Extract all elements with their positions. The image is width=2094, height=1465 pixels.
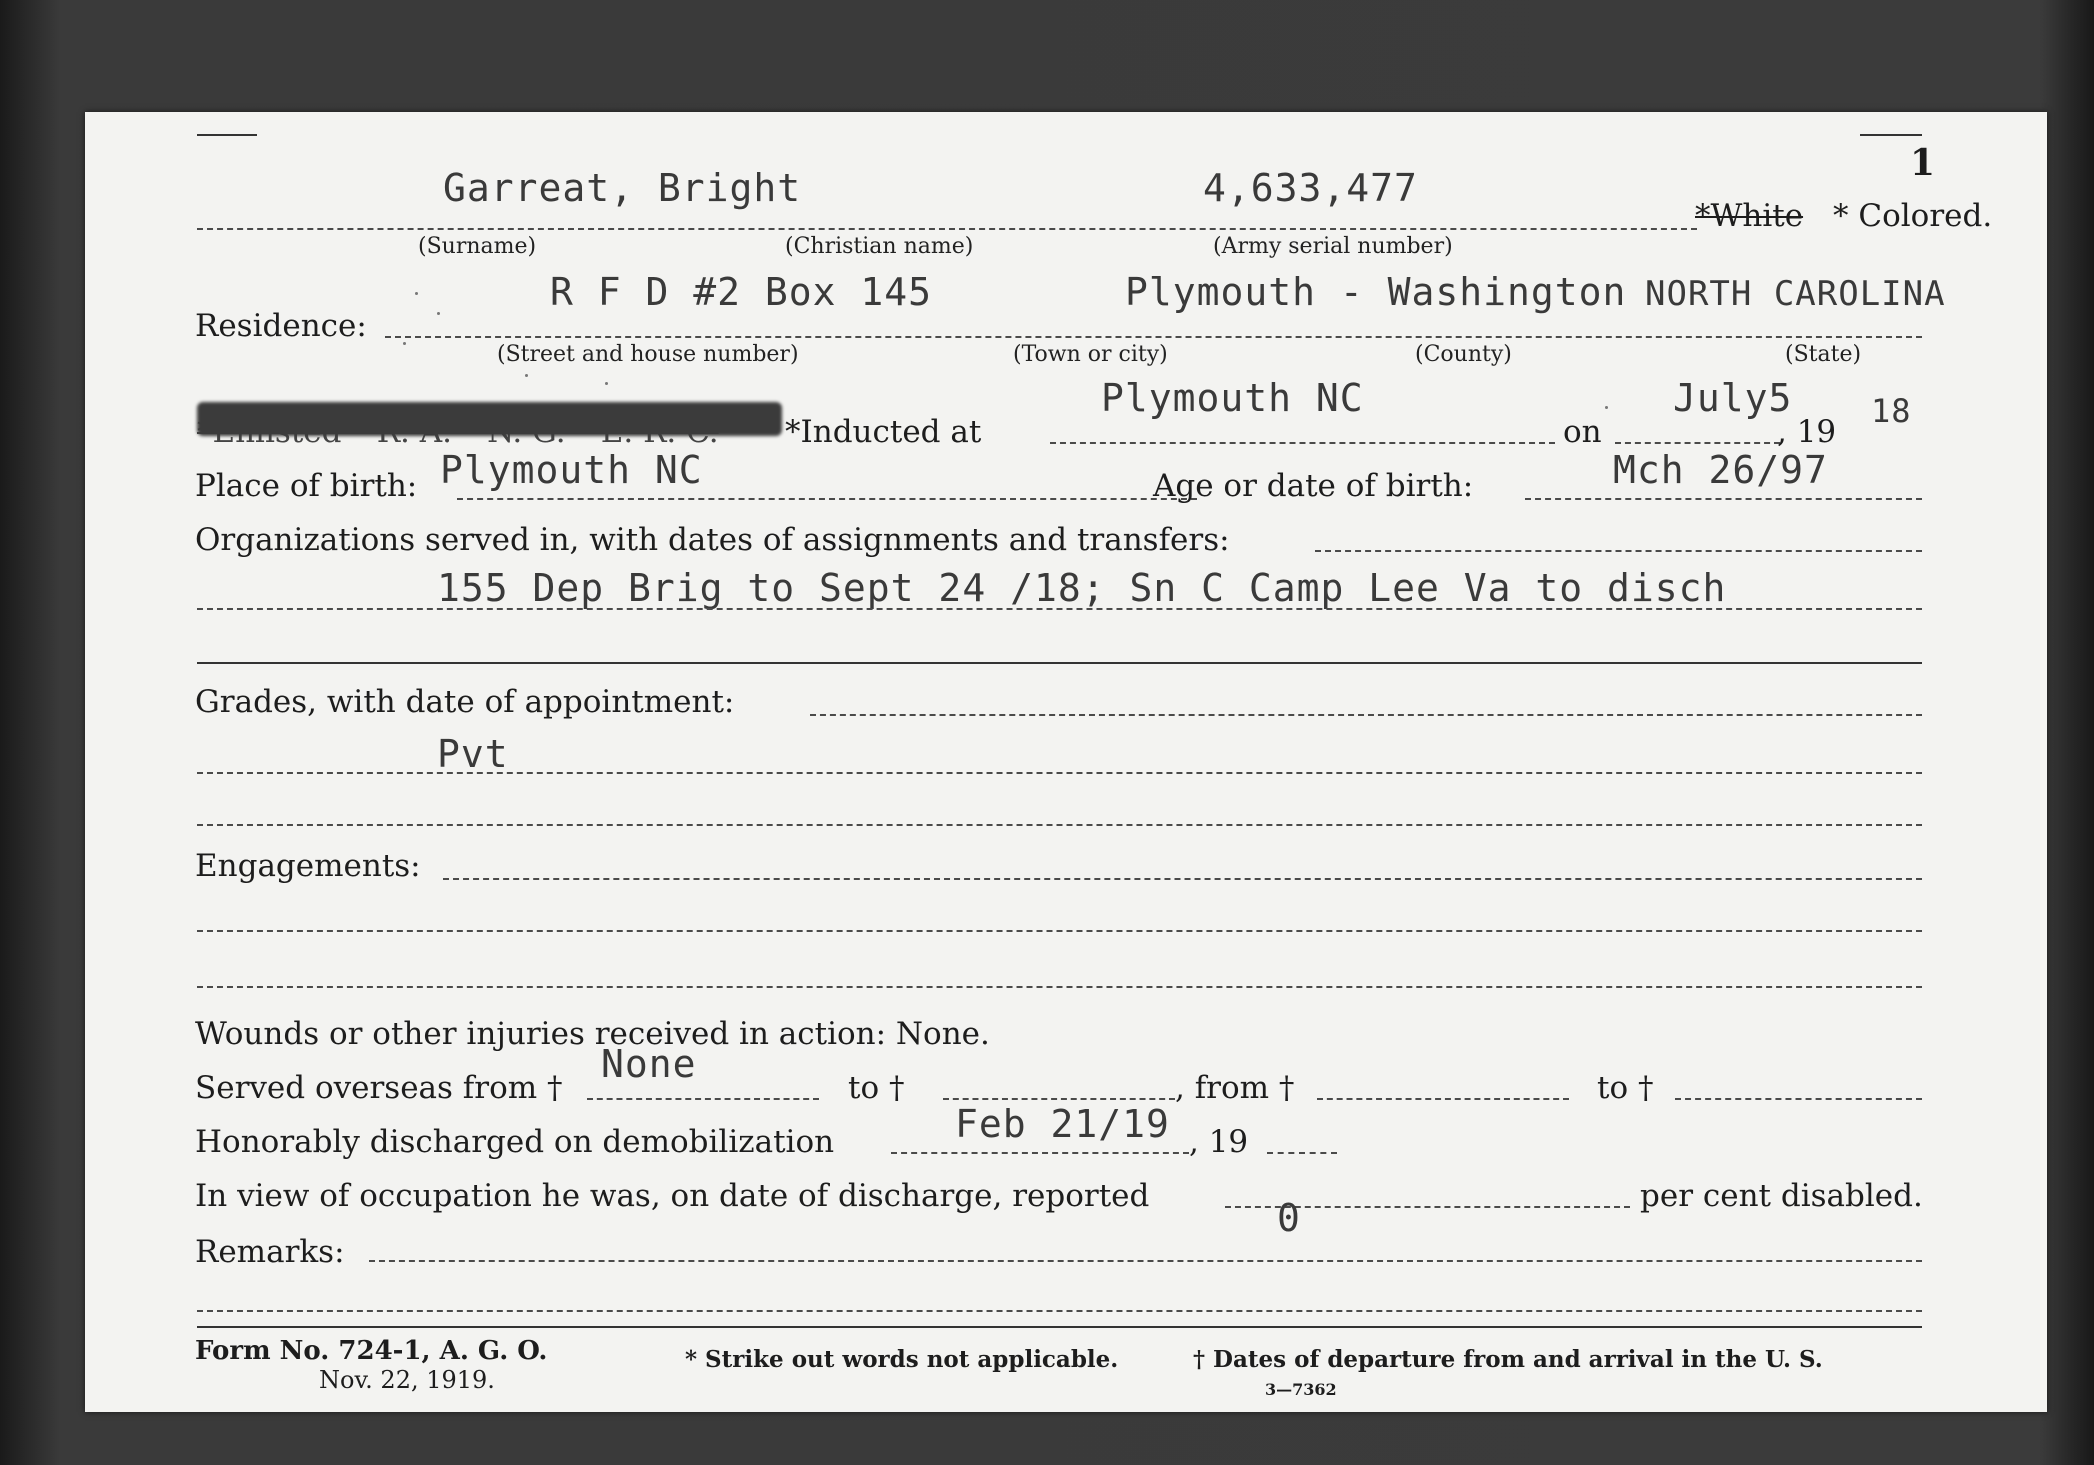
- overseas-from-line: [587, 1098, 819, 1100]
- caption-county: (County): [1415, 342, 1512, 367]
- remarks-label: Remarks:: [195, 1234, 345, 1270]
- top-left-rule: [197, 134, 257, 136]
- caption-surname: (Surname): [418, 234, 537, 259]
- overseas-from2-label: , from †: [1175, 1070, 1295, 1106]
- discharge-line: [891, 1152, 1189, 1154]
- dates-note: † Dates of departure from and arrival in the U. S.: [1193, 1346, 1823, 1373]
- overseas-to-label: to †: [848, 1070, 905, 1106]
- birth-place-line: [457, 498, 1197, 500]
- grades-line-2: [197, 824, 1922, 826]
- grades-line-0: [810, 714, 1922, 716]
- inducted-year-prefix: , 19: [1777, 414, 1837, 450]
- organizations-value-1: 155 Dep Brig to Sept 24 /18; Sn C Camp Lee Va to disch: [437, 566, 1727, 610]
- name-line: [197, 228, 1697, 230]
- grades-line-1: [197, 772, 1922, 774]
- race-colored: * Colored.: [1833, 198, 1993, 234]
- birth-date-value: Mch 26/97: [1613, 448, 1828, 492]
- inducted-year: 18: [1871, 392, 1912, 430]
- print-code: 3—7362: [1265, 1380, 1337, 1399]
- overseas-from-value: None: [601, 1042, 697, 1086]
- overseas-from2-line: [1317, 1098, 1569, 1100]
- overseas-to-line: [943, 1098, 1175, 1100]
- overseas-label: Served overseas from †: [195, 1070, 563, 1106]
- discharge-year-line: [1267, 1152, 1337, 1154]
- overseas-to2-label: to †: [1597, 1070, 1654, 1106]
- caption-christian: (Christian name): [785, 234, 974, 259]
- race-white: *White: [1695, 198, 1804, 234]
- organizations-line-0: [1315, 550, 1922, 552]
- top-right-rule: [1860, 134, 1922, 136]
- residence-town-county: Plymouth - Washington: [1125, 270, 1627, 314]
- discharge-label: Honorably discharged on demobilization: [195, 1124, 835, 1160]
- engagements-line-0: [443, 878, 1922, 880]
- grades-label: Grades, with date of appointment:: [195, 684, 735, 720]
- residence-label: Residence:: [195, 308, 367, 344]
- birth-date-label: Age or date of birth:: [1153, 468, 1474, 504]
- inducted-line: [1050, 442, 1555, 444]
- footer-rule: [197, 1326, 1922, 1328]
- residence-state: NORTH CAROLINA: [1645, 274, 1946, 314]
- birth-place-label: Place of birth:: [195, 468, 418, 504]
- remarks-line-1: [197, 1310, 1922, 1312]
- card-number: 1: [1910, 142, 1936, 184]
- birth-place-value: Plymouth NC: [440, 448, 703, 492]
- disability-label: In view of occupation he was, on date of discharge, reported: [195, 1178, 1150, 1214]
- caption-state: (State): [1785, 342, 1862, 367]
- form-date: Nov. 22, 1919.: [319, 1366, 495, 1394]
- caption-street: (Street and house number): [497, 342, 799, 367]
- caption-serial: (Army serial number): [1213, 234, 1453, 259]
- disability-value: 0: [1277, 1196, 1301, 1240]
- birth-date-line: [1525, 498, 1922, 500]
- caption-town: (Town or city): [1013, 342, 1168, 367]
- on-label: on: [1563, 414, 1602, 450]
- inducted-label: *Inducted at: [785, 414, 982, 450]
- strike-note: * Strike out words not applicable.: [685, 1346, 1119, 1373]
- overseas-to2-line: [1675, 1098, 1922, 1100]
- organizations-line-1: [197, 608, 1922, 610]
- organizations-line-2: [197, 662, 1922, 664]
- engagements-line-1: [197, 930, 1922, 932]
- form-number: Form No. 724-1, A. G. O.: [195, 1336, 548, 1366]
- inducted-date: July5: [1673, 376, 1793, 420]
- grades-value: Pvt: [437, 732, 509, 776]
- service-record-card: [85, 112, 2047, 1412]
- inducted-date-line: [1615, 442, 1780, 444]
- engagements-label: Engagements:: [195, 848, 421, 884]
- residence-street: R F D #2 Box 145: [550, 270, 933, 314]
- remarks-line-0: [369, 1260, 1922, 1262]
- residence-line: [385, 336, 1922, 338]
- organizations-label: Organizations served in, with dates of assignments and transfers:: [195, 522, 1230, 558]
- inducted-place: Plymouth NC: [1101, 376, 1364, 420]
- wounds-label: Wounds or other injuries received in action: None.: [195, 1016, 990, 1052]
- serial-value: 4,633,477: [1203, 166, 1418, 210]
- name-value: Garreat, Bright: [443, 166, 802, 210]
- redaction-bar: [197, 402, 782, 436]
- discharge-date: Feb 21/19: [955, 1102, 1170, 1146]
- discharge-year-prefix: , 19: [1189, 1124, 1249, 1160]
- engagements-line-2: [197, 986, 1922, 988]
- disability-suffix: per cent disabled.: [1640, 1178, 1923, 1214]
